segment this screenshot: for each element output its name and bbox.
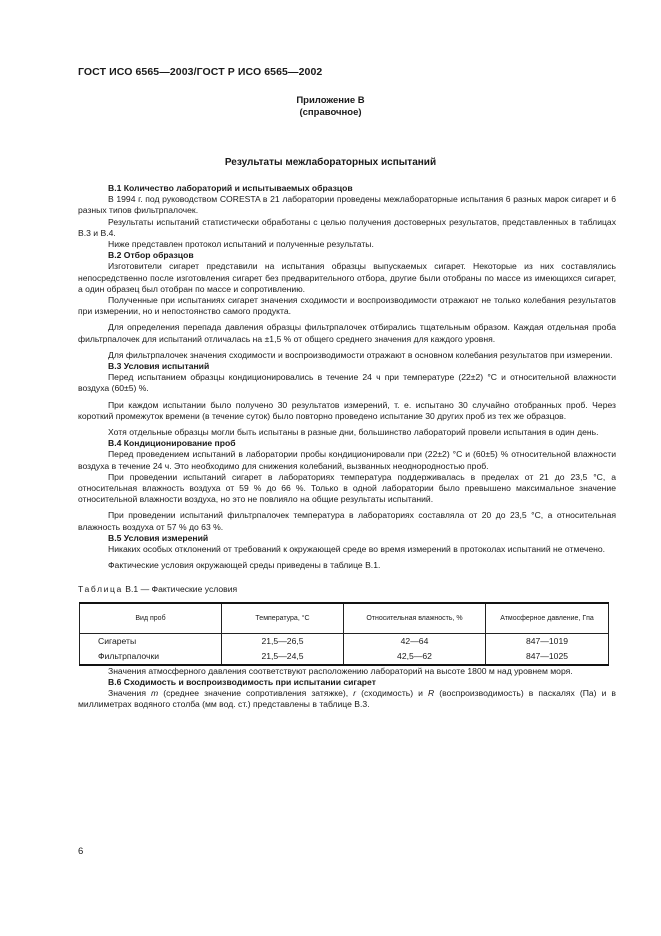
conditions-table: [79, 602, 609, 666]
table-cell: Фильтрпалочки: [80, 649, 222, 665]
heading-b4: В.4 Кондиционирование проб: [108, 438, 236, 449]
paragraph: Для определения перепада давления образцы фильтрпалочек отбирались тщательным образом. Каждая отдельная проба фильтрпалочек для испытаний отличалась на ±1,5 % от общего среднего значения для каждого уровня.: [78, 322, 616, 344]
paragraph: Никаких особых отклонений от требований к окружающей среде во время измерений в протоколах испытаний не отмечено.: [108, 544, 606, 555]
paragraph: При проведении испытаний сигарет в лабораториях температура поддерживалась в пределах от 21 до 23,5 °С, а относительная влажность воздуха от 59 % до 66 %. Только в одной лаборатории было превышено максимальное значение относительной влажности воздуха, но это не повлияло на общие результаты испытаний.: [78, 471, 616, 505]
text-fragment: (среднее значение сопротивления затяжке),: [158, 688, 354, 699]
paragraph: При каждом испытании было получено 30 результатов измерений, т. е. испытано 30 случайно отобранных проб. Через короткий промежуток времени (в течение суток) было повторно проведено испытание 30 других проб из тех же образцов.: [78, 399, 616, 421]
paragraph: Хотя отдельные образцы могли быть испытаны в разные дни, большинство лабораторий провели испытания в один день.: [108, 427, 599, 438]
table-header-cell: Температура, °С: [222, 603, 344, 634]
table-row: [80, 633, 609, 649]
paragraph: Перед испытанием образцы кондиционировались в течение 24 ч при температуре (22±2) °С и относительной влажности воздуха (60±5) %.: [78, 372, 616, 394]
table-cell: 847—1019: [486, 633, 609, 649]
paragraph: Значения атмосферного давления соответствуют расположению лабораторий на высоте 1800 м над уровнем моря.: [108, 665, 573, 676]
table-cell: 21,5—26,5: [222, 633, 344, 649]
paragraph: Изготовители сигарет представили на испытания образцы выпускаемых сигарет. Некоторые из них составлялись непосредственно после изготовления сигарет без предварительного отбора, другие были отобраны по массе из имеющихся сигарет, а один образец был отобран по массе и сопротивлению.: [78, 261, 616, 294]
paragraph: [78, 688, 616, 710]
table-cell: 42—64: [344, 633, 486, 649]
table-header-cell: Вид проб: [80, 603, 222, 634]
page-number: 6: [78, 846, 84, 857]
text-fragment: Значения: [108, 688, 152, 699]
table-header-cell: Относительная влажность, %: [344, 603, 486, 634]
table-caption-word: Таблица: [78, 583, 123, 594]
paragraph: Фактические условия окружающей среды приведены в таблице В.1.: [108, 560, 381, 571]
symbol-r: r: [353, 688, 357, 699]
paragraph: В 1994 г. под руководством CORESTA в 21 лаборатории проведены межлабораторные испытания 6 разных марок сигарет и 6 разных типов фильтрпалочек.: [78, 194, 616, 216]
paragraph: Для фильтрпалочек значения сходимости и воспроизводимости отражают в основном колебания результатов при измерении.: [108, 349, 613, 360]
table-cell: 847—1025: [486, 649, 609, 665]
document-body: [78, 183, 616, 711]
paragraph: Результаты испытаний статистически обработаны с целью получения достоверных результатов, представленных в таблицах В.3 и В.4.: [78, 216, 616, 238]
table-cell: 42,5—62: [344, 649, 486, 665]
heading-b1: В.1 Количество лабораторий и испытываемых образцов: [108, 183, 353, 193]
heading-b6: В.6 Сходимость и воспроизводимость при испытании сигарет: [108, 676, 376, 687]
symbol-m: m: [151, 688, 159, 699]
heading-b2: В.2 Отбор образцов: [108, 250, 194, 261]
symbol-R: R: [428, 688, 435, 699]
section-title: Результаты межлабораторных испытаний: [224, 157, 437, 168]
document-header: ГОСТ ИСО 6565—2003/ГОСТ Р ИСО 6565—2002: [78, 66, 323, 78]
paragraph: Перед проведением испытаний в лаборатории пробы кондиционировали при (22±2) °С и (60±5) % относительной влажности воздуха в течение 24 ч. Это необходимо для снижения колебаний, вызванных неоднородностью проб.: [78, 449, 616, 471]
paragraph: Ниже представлен протокол испытаний и полученные результаты.: [108, 239, 374, 250]
table-cell: 21,5—24,5: [222, 649, 344, 665]
table-row: [80, 649, 609, 665]
table-caption-text: В.1 — Фактические условия: [122, 583, 238, 594]
paragraph: При проведении испытаний фильтрпалочек температура в лабораториях составляла от 20 до 23,5 °С, а относительная влажность воздуха от 57 % до 63 %.: [78, 510, 616, 532]
text-fragment: (сходимость) и: [356, 688, 428, 699]
appendix-title: Приложение В: [296, 95, 365, 106]
text-fragment: (воспроизводимость) в паскалях (Па) и в миллиметрах водяного столба (мм вод. ст.) представлены в таблице В.3.: [78, 688, 616, 710]
table-header-cell: Атмосферное давление, Гпа: [486, 603, 609, 634]
paragraph: Полученные при испытаниях сигарет значения сходимости и воспроизводимости отражают не только колебания результатов при измерении, но и непостоянство самого продукта.: [78, 295, 616, 317]
heading-b3: В.3 Условия испытаний: [108, 361, 210, 372]
table-cell: Сигареты: [80, 633, 222, 649]
heading-b5: В.5 Условия измерений: [108, 532, 209, 543]
appendix-subtitle: (справочное): [299, 107, 362, 118]
table-caption: [78, 584, 616, 595]
